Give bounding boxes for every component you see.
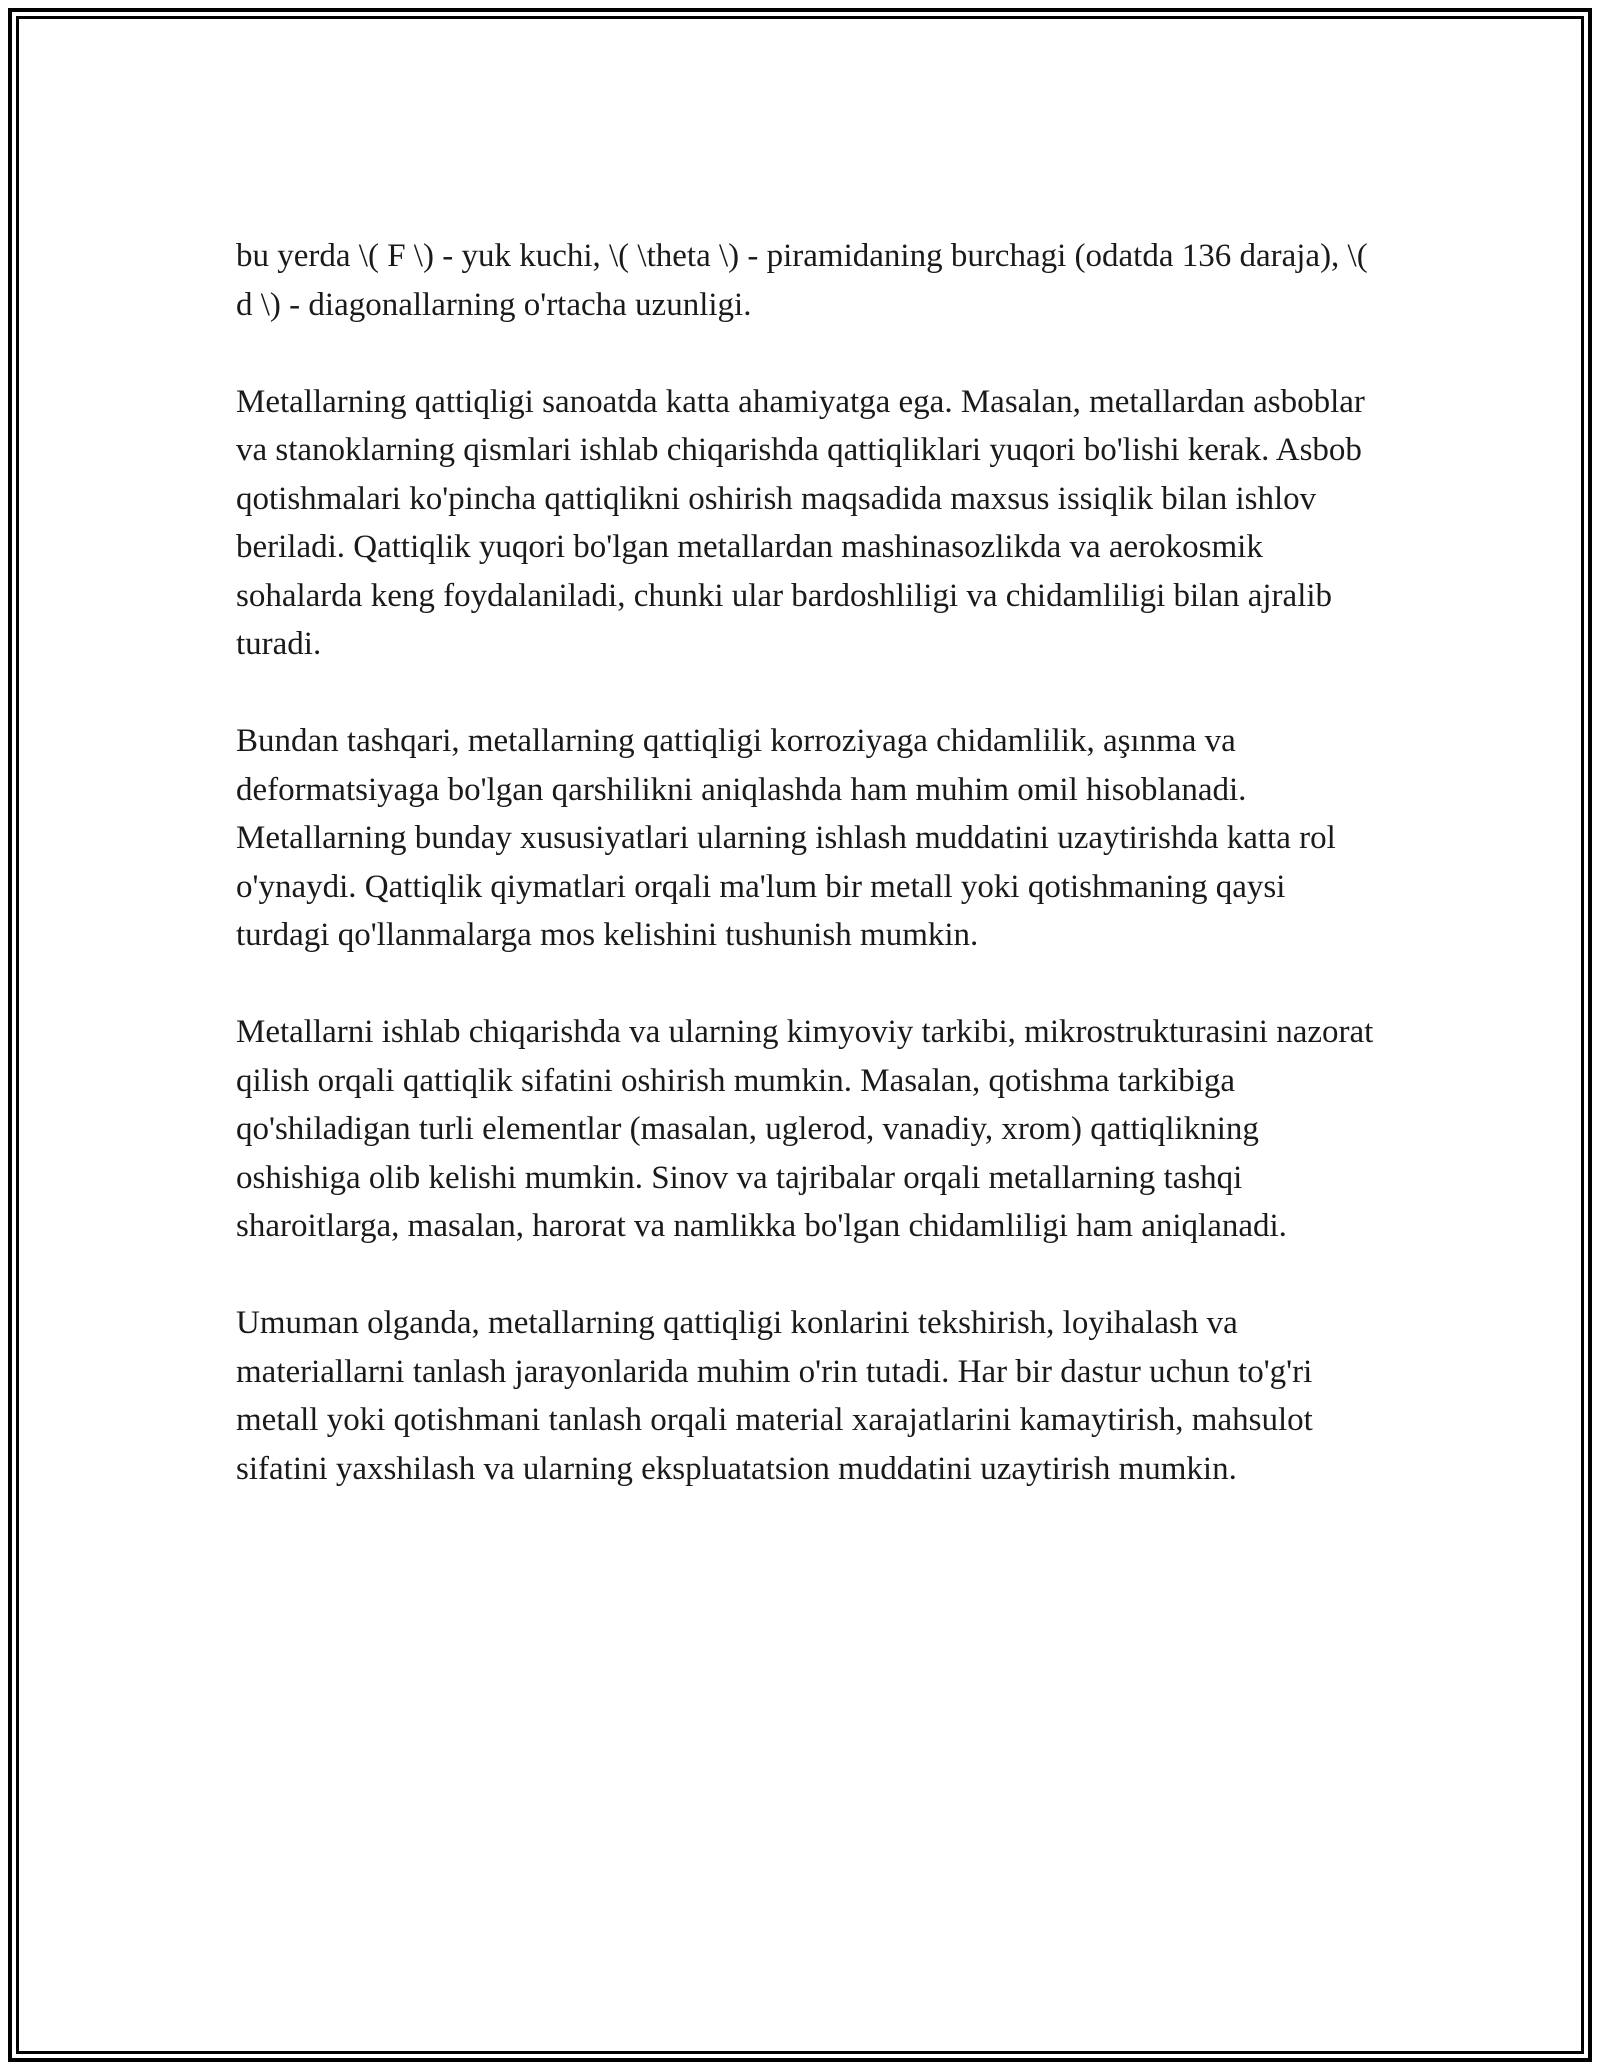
document-body (236, 232, 1376, 1542)
paragraph-conclusion: Umuman olganda, metallarning qattiqligi konlarini tekshirish, loyihalash va materiallarni tanlash jarayonlarida muhim o'rin tutadi. Har bir dastur uchun to'g'ri metall yoki qotishmani tanlash orqali material xarajatlarini kamaytirish, mahsulot sifatini yaxshilash va ularning ekspluatatsion muddatini uzaytirish mumkin. (236, 1305, 1313, 1487)
paragraph-composition-control: Metallarni ishlab chiqarishda va ularning kimyoviy tarkibi, mikrostrukturasini nazorat qilish orqali qattiqlik sifatini oshirish mumkin. Masalan, qotishma tarkibiga qo'shiladigan turli elementlar (masalan, uglerod, vanadiy, xrom) qattiqlikning oshishiga olib kelishi mumkin. Sinov va tajribalar orqali metallarning tashqi sharoitlarga, masalan, harorat va namlikka bo'lgan chidamliligi ham aniqlanadi. (236, 1014, 1374, 1244)
paragraph-formula-explanation: bu yerda \( F \) - yuk kuchi, \( \theta \) - piramidaning burchagi (odatda 136 daraja), \( d \) - diagonallarning o'rtacha uzunligi. (236, 238, 1368, 323)
paragraph-corrosion-resistance: Bundan tashqari, metallarning qattiqligi korroziyaga chidamlilik, aşınma va deformatsiyaga bo'lgan qarshilikni aniqlashda ham muhim omil hisoblanadi. Metallarning bunday xususiyatlari ularning ishlash muddatini uzaytirishda katta rol o'ynaydi. Qattiqlik qiymatlari orqali ma'lum bir metall yoki qotishmaning qaysi turdagi qo'llanmalarga mos kelishini tushunish mumkin. (236, 723, 1336, 953)
paragraph-industrial-importance: Metallarning qattiqligi sanoatda katta ahamiyatga ega. Masalan, metallardan asboblar va stanoklarning qismlari ishlab chiqarishda qattiqliklari yuqori bo'lishi kerak. Asbob qotishmalari ko'pincha qattiqlikni oshirish maqsadida maxsus issiqlik bilan ishlov beriladi. Qattiqlik yuqori bo'lgan metallardan mashinasozlikda va aerokosmik sohalarda keng foydalaniladi, chunki ular bardoshliligi va chidamliligi bilan ajralib turadi. (236, 383, 1365, 662)
